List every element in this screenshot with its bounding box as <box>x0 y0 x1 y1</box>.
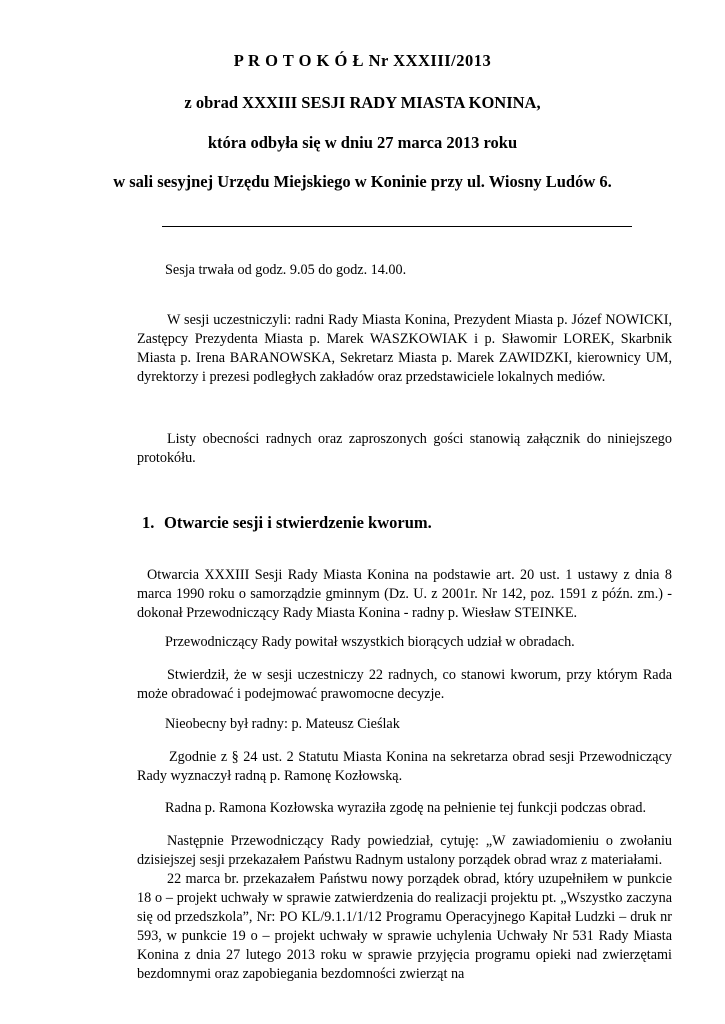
paragraph-attendees <box>137 311 672 387</box>
protocol-title: P R O T O K Ó Ł Nr XXXIII/2013 <box>233 51 492 70</box>
paragraph-agenda-intro <box>137 832 672 870</box>
paragraph-text: Otwarcia XXXIII Sesji Rady Miasta Konina na podstawie art. 20 ust. 1 ustawy z dnia 8 marca 1990 roku o samorządzie gminnym (Dz. U. z 2001r. Nr 142, poz. 1591 z późn. zm.) - dokonał Przewodniczący Rady Miasta Konina - radny p. Wiesław STEINKE. <box>137 567 672 621</box>
paragraph-text: Listy obecności radnych oraz zaproszonych gości stanowią załącznik do niniejszego protokółu. <box>137 431 672 466</box>
paragraph-opening <box>137 566 672 623</box>
session-location: w sali sesyjnej Urzędu Miejskiego w Koninie przy ul. Wiosny Ludów 6. <box>113 172 612 191</box>
session-subtitle: z obrad XXXIII SESJI RADY MIASTA KONINA, <box>184 93 541 112</box>
paragraph-absent <box>137 716 400 733</box>
paragraph-secretary <box>137 748 672 786</box>
paragraph-text: 22 marca br. przekazałem Państwu nowy porządek obrad, który uzupełniłem w punkcie 18 o – projekt uchwały w sprawie zatwierdzenia do realizacji projektu pt. „Wszystko zaczyna się od przedszkola”, Nr: PO KL/9.1.1/1/12 Programu Operacyjnego Kapitał Ludzki – druk nr 593, w punkcie 19 o – projekt uchwały w sprawie uchylenia Uchwały Nr 531 Rady Miasta Konina z dnia 27 lutego 2013 roku w sprawie przyjęcia programu opieki nad zwierzętami bezdomnymi oraz zapobiegania bezdomności zwierząt na <box>137 871 672 982</box>
paragraph-text: Następnie Przewodniczący Rady powiedział, cytuję: „W zawiadomieniu o zwołaniu dzisiejszej sesji przekazałem Państwu Radnym ustalony porządek obrad wraz z materiałami. <box>137 833 672 868</box>
paragraph-quorum <box>137 666 672 704</box>
section-number: 1. <box>142 513 155 532</box>
paragraph-text: Radna p. Ramona Kozłowska wyraziła zgodę na pełnienie tej funkcji podczas obrad. <box>165 800 647 816</box>
paragraph-text: Stwierdził, że w sesji uczestniczy 22 radnych, co stanowi kworum, przy którym Rada może obradować i podejmować prawomocne decyzje. <box>137 667 672 702</box>
paragraph-session-time <box>137 262 406 279</box>
paragraph-greeting <box>137 634 575 651</box>
session-date: która odbyła się w dniu 27 marca 2013 roku <box>207 133 518 152</box>
paragraph-text: Nieobecny był radny: p. Mateusz Cieślak <box>165 716 400 732</box>
paragraph-text: Sesja trwała od godz. 9.05 do godz. 14.00. <box>165 262 407 278</box>
paragraph-attendance-lists <box>137 430 672 468</box>
header-divider <box>162 226 632 227</box>
paragraph-text: W sesji uczestniczyli: radni Rady Miasta Konina, Prezydent Miasta p. Józef NOWICKI, Zastępcy Prezydenta Miasta p. Marek WASZKOWIAK i p. Sławomir LOREK, Skarbnik Miasta p. Irena BARANOWSKA, Sekretarz Miasta p. Marek ZAWIDZKI, kierownicy UM, dyrektorzy i prezesi podległych zakładów oraz przedstawiciele lokalnych mediów. <box>137 312 672 385</box>
paragraph-text: Zgodnie z § 24 ust. 2 Statutu Miasta Konina na sekretarza obrad sesji Przewodniczący Rady wyznaczył radną p. Ramonę Kozłowską. <box>137 749 672 784</box>
paragraph-secretary-consent <box>137 800 646 817</box>
section-heading <box>142 513 432 533</box>
section-title: Otwarcie sesji i stwierdzenie kworum. <box>164 513 432 532</box>
paragraph-agenda-changes <box>137 870 672 984</box>
paragraph-text: Przewodniczący Rady powitał wszystkich biorących udział w obradach. <box>165 634 575 650</box>
